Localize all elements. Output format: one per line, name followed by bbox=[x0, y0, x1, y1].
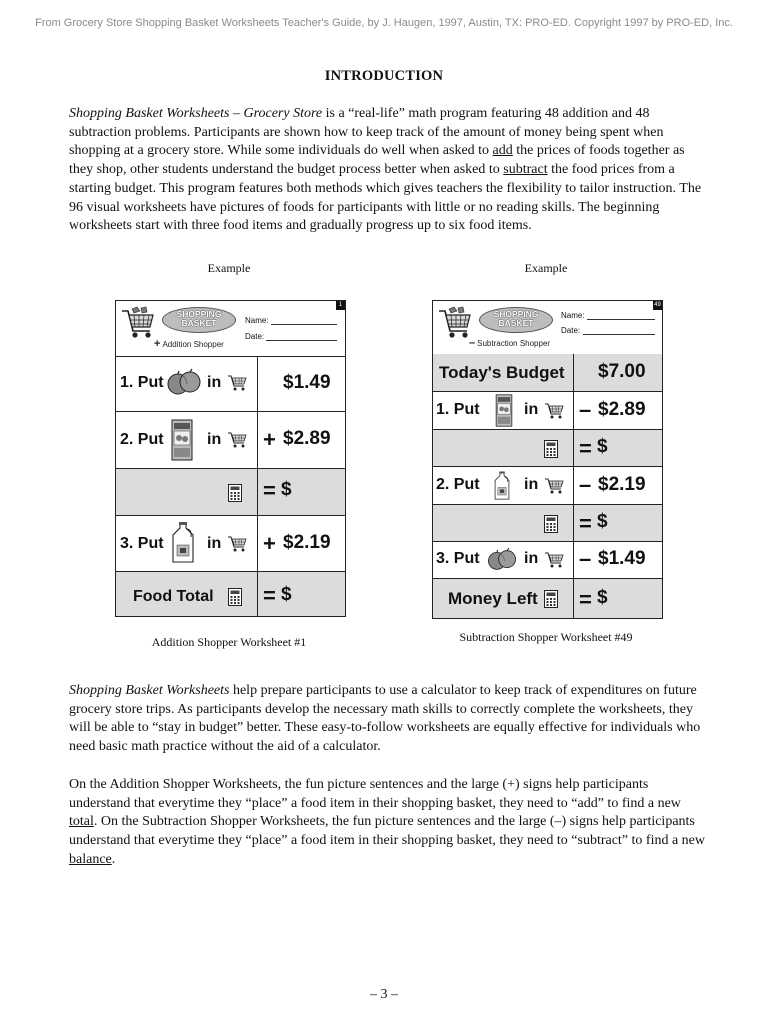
food-total-row bbox=[116, 572, 345, 616]
item-price: $2.19 bbox=[598, 474, 646, 495]
shopping-cart-icon bbox=[120, 305, 156, 341]
in-label: in bbox=[524, 401, 539, 418]
cereal-box-icon bbox=[495, 394, 513, 427]
sheet-number: 49 bbox=[654, 302, 661, 308]
page-number: – 3 – bbox=[370, 987, 398, 1002]
item-row-1 bbox=[116, 356, 345, 412]
para3-underline-total: total bbox=[69, 814, 94, 830]
shopping-basket-logo bbox=[162, 307, 236, 333]
intro-underline-add: add bbox=[492, 143, 513, 159]
in-label: in bbox=[524, 476, 539, 493]
shopping-cart-icon bbox=[544, 551, 564, 569]
balance-row-1 bbox=[433, 430, 662, 467]
cereal-box-icon bbox=[171, 419, 193, 461]
para2-text: help prepare participants to use a calculator to keep track of expenditures on future grocery store trips. As participants develop the necessary math skills to correctly complete the worksheets, they will be able to “stay in budget” better. These easy-to-follow worksheets are equally effective for individuals who need basic math practice without the aid of a calculator. bbox=[69, 683, 701, 755]
intro-paragraph bbox=[69, 105, 709, 236]
item-row-2 bbox=[433, 467, 662, 505]
item-row-1 bbox=[433, 392, 662, 430]
logo-line-1: SHOPPING bbox=[493, 309, 539, 319]
apples-icon bbox=[487, 549, 517, 571]
shopping-cart-icon bbox=[227, 374, 247, 392]
answer-blank[interactable]: $ bbox=[281, 584, 292, 605]
para3-text-1: On the Addition Shopper Worksheets, the fun picture sentences and the large (+) signs help participants understand that everytime they “place” a food item in their shopping basket, they need to “add” to find a new bbox=[69, 777, 681, 811]
shopping-cart-icon bbox=[544, 402, 564, 420]
answer-blank[interactable]: $ bbox=[597, 436, 608, 457]
intro-text-2: the prices of foods together as they shop, other students understand the budget process better when asked to bbox=[69, 143, 685, 178]
date-label: Date: bbox=[561, 326, 581, 335]
milk-jug-icon bbox=[170, 521, 196, 565]
item-price: $2.89 bbox=[598, 399, 646, 420]
calculator-icon bbox=[228, 484, 242, 502]
item-price: $1.49 bbox=[598, 548, 646, 569]
page-title: INTRODUCTION bbox=[324, 68, 444, 84]
item-price: $1.49 bbox=[283, 372, 331, 393]
shopper-type bbox=[154, 338, 224, 350]
balance-row-2 bbox=[433, 505, 662, 542]
intro-italic-lead: Shopping Basket Worksheets – Grocery Store bbox=[69, 106, 323, 121]
logo-line-2: BASKET bbox=[498, 318, 534, 328]
shopper-type bbox=[469, 337, 550, 349]
para3-text-3: . bbox=[111, 851, 116, 867]
item-row-2 bbox=[116, 412, 345, 469]
name-field[interactable] bbox=[587, 319, 655, 320]
intro-text-3: the food prices from a starting budget. This program features both methods which gives teachers the flexibility to tailor instruction. The 96 visual worksheets have pictures of foods for participants with little or no reading skills. The beginning worksheets start with three food items and gradually progress up to six food items. bbox=[69, 162, 702, 234]
calculator-icon bbox=[544, 440, 558, 458]
minus-sign: – bbox=[469, 337, 476, 349]
put-label: 1. Put bbox=[120, 374, 164, 391]
minus-sign: – bbox=[579, 472, 592, 497]
logo-line-1: SHOPPING bbox=[176, 309, 222, 319]
money-left-row bbox=[433, 579, 662, 618]
name-label: Name: bbox=[245, 316, 269, 325]
worksheet-header bbox=[116, 301, 345, 357]
calculator-icon bbox=[228, 588, 242, 606]
shopper-type-label: Subtraction Shopper bbox=[477, 339, 551, 348]
budget-row bbox=[433, 354, 662, 392]
shopper-type-label: Addition Shopper bbox=[162, 340, 224, 349]
equals-sign: = bbox=[263, 478, 276, 503]
answer-blank[interactable]: $ bbox=[597, 587, 608, 608]
body-paragraph-3 bbox=[69, 776, 709, 870]
example-label-left: Example bbox=[207, 261, 251, 275]
answer-blank[interactable]: $ bbox=[281, 479, 292, 500]
milk-jug-icon bbox=[493, 470, 511, 502]
put-label: 2. Put bbox=[120, 431, 164, 448]
item-row-3 bbox=[116, 516, 345, 572]
date-field[interactable] bbox=[583, 334, 655, 335]
logo-line-2: BASKET bbox=[181, 318, 217, 328]
answer-blank[interactable]: $ bbox=[597, 511, 608, 532]
intro-text-1: is a “real-life” math program featuring 48 addition and 48 subtraction problems. Participants are shown how to keep track of the amount of money being spent when shopping at a grocery store. While some individuals do well when asked to bbox=[69, 106, 664, 159]
food-total-label: Food Total bbox=[133, 588, 214, 605]
subtraction-caption: Subtraction Shopper Worksheet #49 bbox=[459, 630, 633, 644]
example-label-right: Example bbox=[524, 261, 568, 275]
body-paragraph-2 bbox=[69, 682, 709, 757]
minus-sign: – bbox=[579, 397, 592, 422]
equals-sign: = bbox=[579, 511, 592, 536]
shopping-basket-logo bbox=[479, 307, 553, 333]
equals-sign: = bbox=[579, 587, 592, 612]
addition-caption: Addition Shopper Worksheet #1 bbox=[151, 635, 307, 649]
calculator-icon bbox=[544, 515, 558, 533]
date-label: Date: bbox=[245, 332, 265, 341]
apples-icon bbox=[167, 370, 201, 396]
shopping-cart-icon bbox=[437, 305, 473, 341]
shopping-cart-icon bbox=[544, 477, 564, 495]
subtotal-row bbox=[116, 469, 345, 516]
plus-sign: + bbox=[263, 427, 276, 452]
shopping-cart-icon bbox=[227, 431, 247, 449]
in-label: in bbox=[207, 535, 222, 552]
item-row-3 bbox=[433, 542, 662, 579]
put-label: 1. Put bbox=[436, 401, 480, 418]
minus-sign: – bbox=[579, 546, 592, 571]
name-field[interactable] bbox=[271, 324, 337, 325]
in-label: in bbox=[207, 431, 222, 448]
para2-italic-lead: Shopping Basket Worksheets bbox=[69, 683, 230, 698]
equals-sign: = bbox=[579, 436, 592, 461]
date-field[interactable] bbox=[266, 340, 337, 341]
plus-sign: + bbox=[154, 338, 161, 350]
para3-text-2: . On the Subtraction Shopper Worksheets, the fun picture sentences and the large (–) signs help participants understand that everytime they “place” a food item in their shopping basket, they need to “subtract” to find a new bbox=[69, 814, 706, 849]
money-left-label: Money Left bbox=[448, 589, 538, 608]
name-label: Name: bbox=[561, 311, 585, 320]
calculator-icon bbox=[544, 590, 558, 608]
put-label: 3. Put bbox=[436, 550, 480, 567]
para3-underline-balance: balance bbox=[69, 851, 112, 867]
in-label: in bbox=[207, 374, 222, 391]
sheet-number: 1 bbox=[336, 301, 345, 310]
shopping-cart-icon bbox=[227, 535, 247, 553]
intro-underline-subtract: subtract bbox=[503, 162, 548, 178]
budget-label: Today's Budget bbox=[439, 363, 565, 382]
item-price: $2.89 bbox=[283, 428, 331, 449]
plus-sign: + bbox=[263, 531, 276, 556]
addition-worksheet bbox=[115, 300, 346, 617]
put-label: 2. Put bbox=[436, 476, 480, 493]
budget-amount: $7.00 bbox=[598, 361, 646, 382]
item-price: $2.19 bbox=[283, 532, 331, 553]
equals-sign: = bbox=[263, 583, 276, 608]
in-label: in bbox=[524, 550, 539, 567]
put-label: 3. Put bbox=[120, 535, 164, 552]
worksheet-header bbox=[433, 301, 662, 355]
subtraction-worksheet bbox=[432, 300, 663, 619]
header-credit: From Grocery Store Shopping Basket Worksheets Teacher's Guide, by J. Haugen, 1997, Austin, TX: PRO-ED. Copyright 1997 by PRO-ED, Inc. bbox=[35, 17, 733, 29]
